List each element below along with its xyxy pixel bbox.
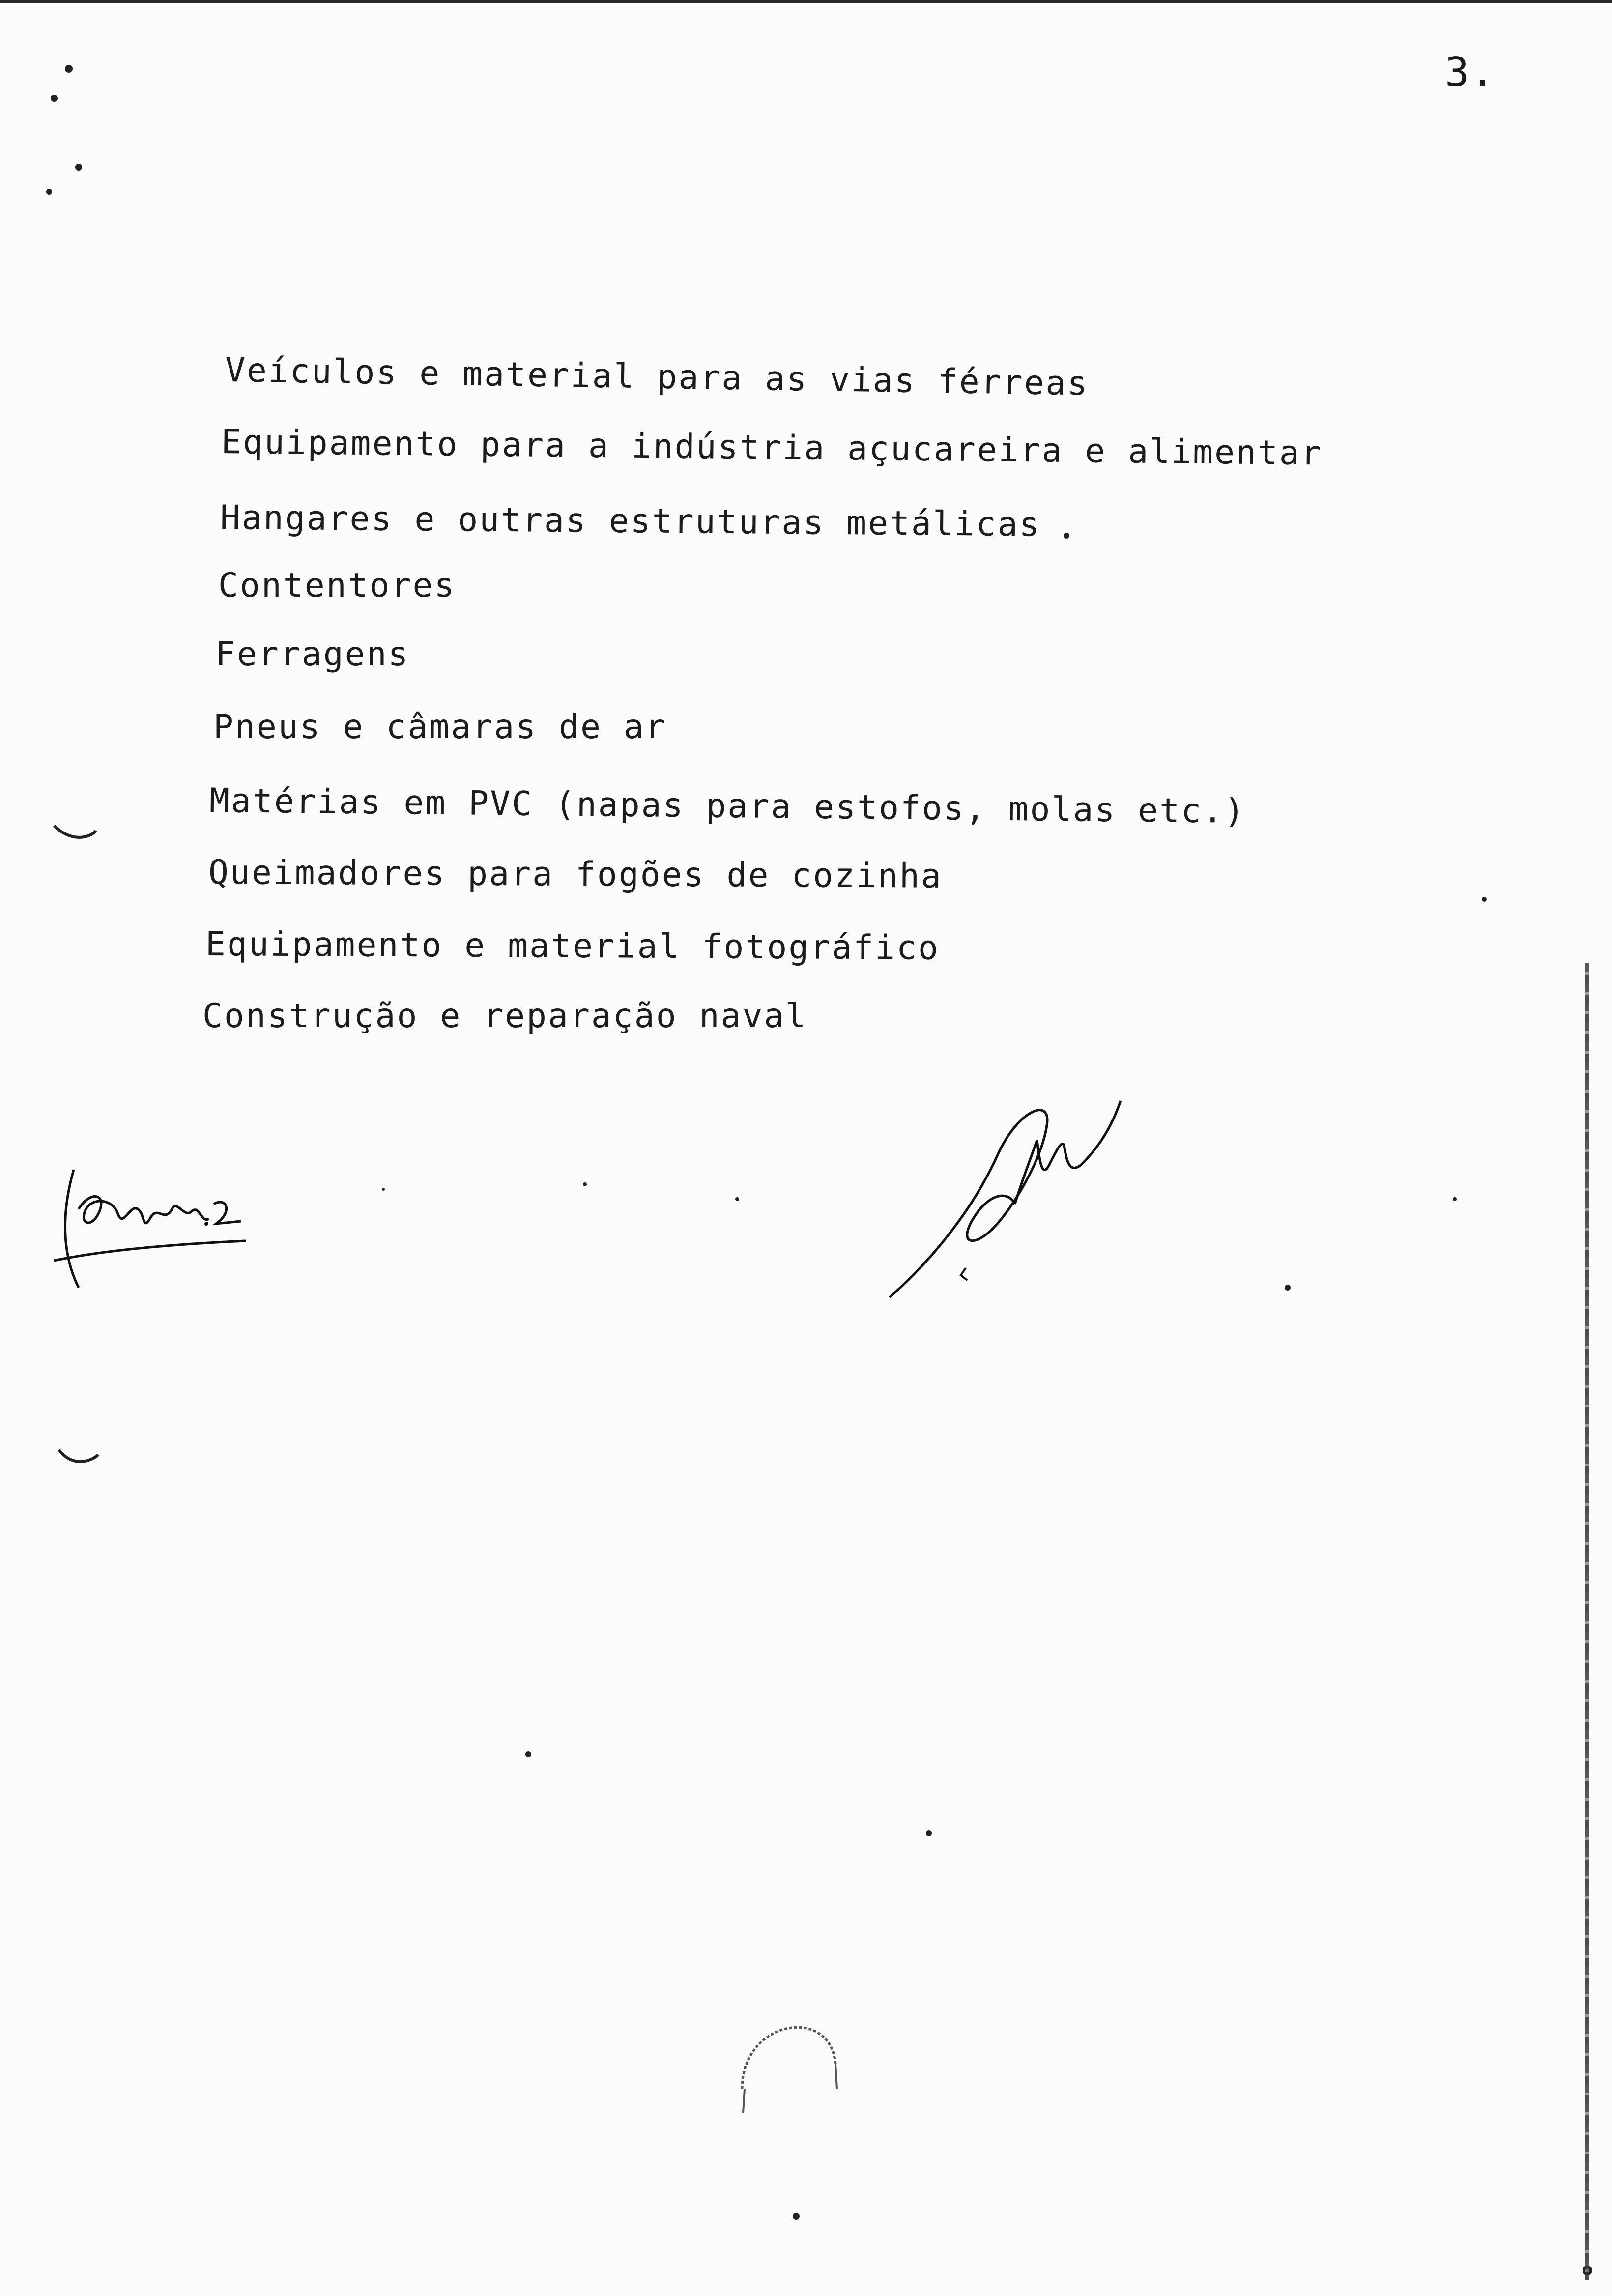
list-item: Veículos e material para as vias férreas [225, 351, 1089, 403]
list-item: Equipamento e material fotográfico [205, 925, 940, 968]
scan-edge-shadow [1585, 963, 1589, 2280]
list-item: Hangares e outras estruturas metálicas [220, 498, 1041, 545]
list-item: Construção e reparação naval [202, 997, 807, 1035]
list-item: Equipamento para a indústria açucareira e alimentar [221, 423, 1323, 473]
list-item: Queimadores para fogões de cozinha [208, 853, 943, 896]
list-item: Ferragens [215, 635, 410, 674]
page-number: 3. [1445, 49, 1496, 96]
list-item: Matérias em PVC (napas para estofos, molas etc.) [209, 781, 1246, 832]
list-item: Pneus e câmaras de ar [213, 708, 667, 746]
list-item: Contentores [218, 566, 456, 605]
